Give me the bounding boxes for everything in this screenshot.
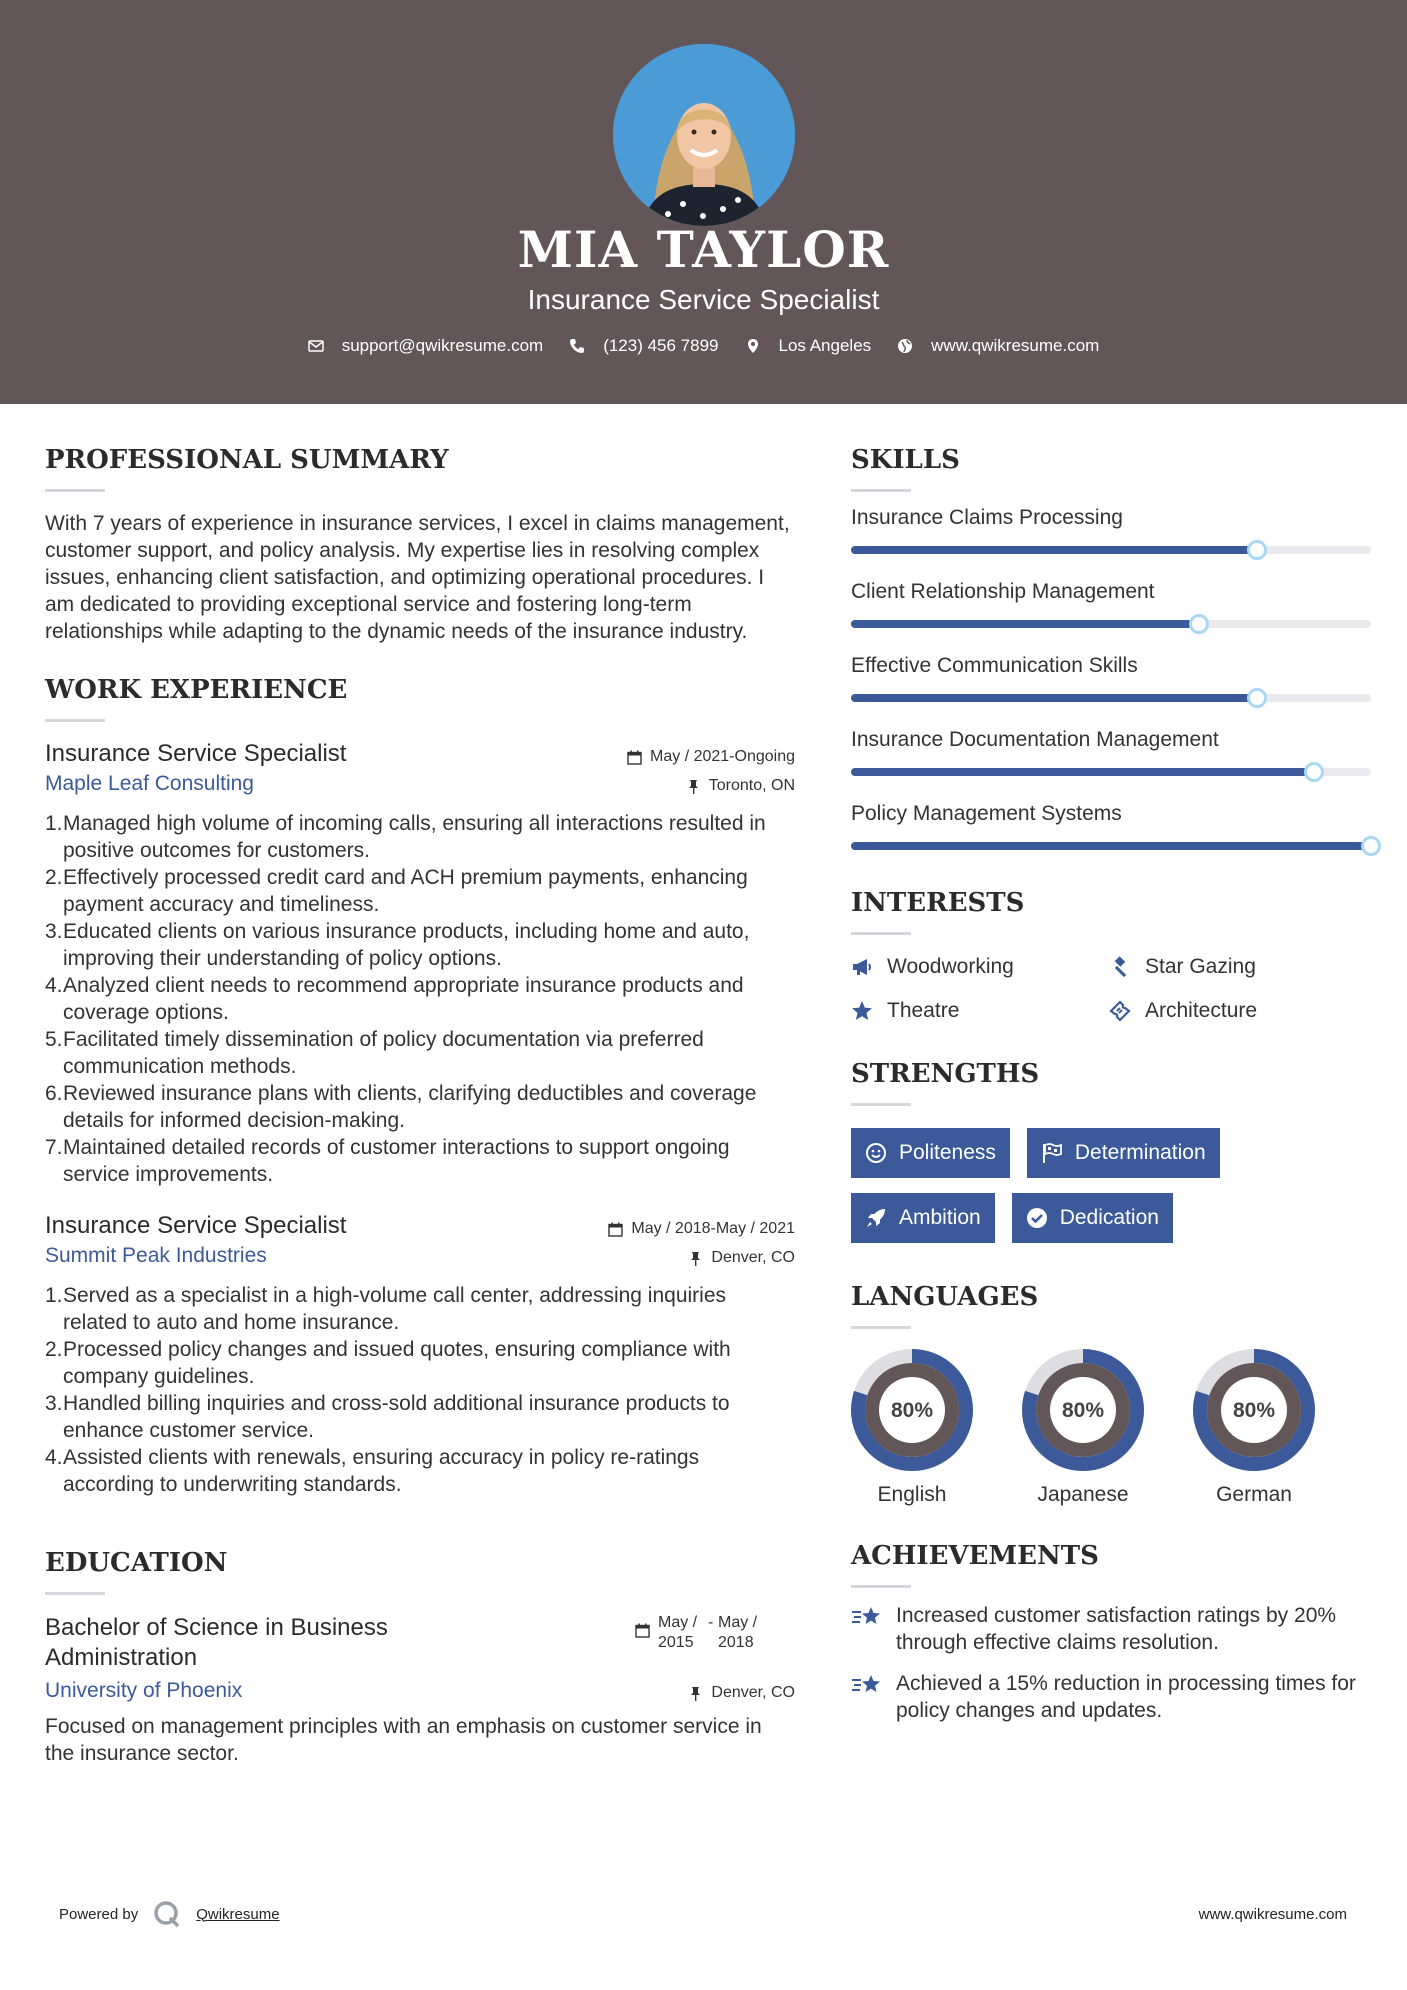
job-title: Insurance Service Specialist <box>45 740 347 767</box>
languages-list <box>851 1349 1371 1507</box>
strength-label: Politeness <box>899 1141 996 1164</box>
globe-icon <box>897 338 913 354</box>
candidate-title: Insurance Service Specialist <box>527 284 880 315</box>
strength-chip <box>1012 1193 1173 1243</box>
bullet-text: Managed high volume of incoming calls, ensuring all interactions resulted in positive outcomes for customers. <box>63 812 766 862</box>
language-item <box>1193 1349 1315 1507</box>
achievements-list <box>851 1602 1371 1724</box>
education-location-text: Denver, CO <box>711 1684 795 1701</box>
profile-photo <box>613 44 795 226</box>
skill-track <box>851 694 1371 702</box>
contact-location-text: Los Angeles <box>778 336 872 355</box>
skill-track <box>851 768 1371 776</box>
achievement-text: Achieved a 15% reduction in processing times for policy changes and updates. <box>896 1672 1356 1722</box>
shooting-star-icon <box>851 1604 883 1632</box>
shooting-star-icon <box>851 1672 883 1700</box>
skill-name: Insurance Claims Processing <box>851 506 1123 529</box>
footer-powered-by <box>59 1900 280 1928</box>
job-location <box>686 776 795 796</box>
bullet-text: Facilitated timely dissemination of policy documentation via preferred communication methods. <box>63 1028 704 1078</box>
contact-phone[interactable] <box>569 336 718 356</box>
list-item: 3. Educated clients on various insurance products, including home and auto, improving their understanding of policy options. <box>45 918 795 972</box>
language-name: English <box>877 1483 947 1506</box>
contact-phone-text: (123) 456 7899 <box>603 336 719 355</box>
job-title: Insurance Service Specialist <box>45 1212 347 1239</box>
bullet-text: Assisted clients with renewals, ensuring accuracy in policy re-ratings according to underwriting standards. <box>63 1446 700 1496</box>
gauge-label: 80% <box>890 1399 934 1422</box>
heading-underline <box>851 1326 911 1329</box>
job-location-text: Toronto, ON <box>708 777 795 794</box>
list-item: 7. Maintained detailed records of customer interactions to support ongoing service improvements. <box>45 1134 795 1188</box>
skill-name: Insurance Documentation Management <box>851 728 1219 751</box>
strength-label: Determination <box>1074 1141 1206 1164</box>
strengths-list <box>851 1128 1371 1258</box>
skill-track <box>851 842 1371 850</box>
interest-label: Theatre <box>887 999 960 1022</box>
pin-icon <box>686 779 701 794</box>
bullet-text: Served as a specialist in a high-volume call center, addressing inquiries related to auto and home insurance. <box>63 1284 727 1334</box>
achievement-item <box>851 1602 1371 1656</box>
heading-underline <box>851 1103 911 1106</box>
strength-chip <box>851 1128 1010 1178</box>
education-start: May / 2015 <box>658 1614 698 1651</box>
summary-heading: PROFESSIONAL SUMMARY <box>45 445 449 475</box>
skill-item <box>851 580 1371 628</box>
strength-label: Dedication <box>1059 1206 1159 1229</box>
skill-fill <box>851 620 1199 628</box>
gavel-icon <box>1109 956 1131 978</box>
bullet-text: Reviewed insurance plans with clients, clarifying deductibles and coverage details for informed decision-making. <box>63 1082 757 1132</box>
bullet-text: Handled billing inquiries and cross-sold additional insurance products to enhance customer service. <box>63 1392 730 1442</box>
gauge-label: 80% <box>1061 1399 1105 1422</box>
resume-header <box>0 0 1407 404</box>
experience-heading: WORK EXPERIENCE <box>45 675 348 705</box>
job-dates-text: May / 2018-May / 2021 <box>631 1220 795 1237</box>
bullet-text: Effectively processed credit card and ACH premium payments, enhancing payment accuracy and timeliness. <box>63 866 748 916</box>
interest-item <box>851 999 1109 1023</box>
calendar-icon <box>608 1222 623 1237</box>
job-entry <box>45 1212 795 1498</box>
company-name: Maple Leaf Consulting <box>45 772 254 795</box>
powered-by-text: Powered by <box>59 1905 139 1923</box>
heading-underline <box>851 489 911 492</box>
language-gauge <box>1022 1349 1144 1471</box>
achievement-text: Increased customer satisfaction ratings by 20% through effective claims resolution. <box>896 1604 1337 1654</box>
bullet-text: Maintained detailed records of customer interactions to support ongoing service improvements. <box>63 1136 730 1186</box>
bullet-text: Educated clients on various insurance products, including home and auto, improving their understanding of policy options. <box>63 920 750 970</box>
heading-underline <box>851 1585 911 1588</box>
list-item: 4. Analyzed client needs to recommend appropriate insurance products and coverage options. <box>45 972 795 1026</box>
interest-label: Woodworking <box>887 955 1014 978</box>
list-item: 2. Processed policy changes and issued quotes, ensuring compliance with company guidelines. <box>45 1336 795 1390</box>
education-description: Focused on management principles with an emphasis on customer service in the insurance sector. <box>45 1715 762 1765</box>
language-gauge <box>851 1349 973 1471</box>
skill-knob <box>1304 762 1324 782</box>
ticket-icon <box>1109 1000 1131 1022</box>
list-item: 5. Facilitated timely dissemination of policy documentation via preferred communication methods. <box>45 1026 795 1080</box>
skill-knob <box>1189 614 1209 634</box>
brand-link[interactable]: Qwikresume <box>196 1905 280 1923</box>
skill-fill <box>851 768 1314 776</box>
calendar-icon <box>635 1623 650 1638</box>
interest-label: Star Gazing <box>1145 955 1256 978</box>
strength-label: Ambition <box>899 1206 981 1229</box>
skill-knob <box>1247 540 1267 560</box>
interests-list <box>851 955 1371 1023</box>
interest-label: Architecture <box>1145 999 1258 1022</box>
contact-website-text: www.qwikresume.com <box>931 336 1100 355</box>
footer-website[interactable]: www.qwikresume.com <box>1198 1906 1347 1923</box>
skills-heading: SKILLS <box>851 445 960 475</box>
job-bullets <box>45 810 795 1188</box>
rocket-icon <box>865 1207 887 1229</box>
flag-icon <box>1041 1142 1063 1164</box>
education-dates <box>635 1613 795 1673</box>
job-location <box>688 1248 795 1268</box>
degree-title: Bachelor of Science in Business Administration <box>45 1614 388 1671</box>
job-dates-text: May / 2021-Ongoing <box>650 748 795 765</box>
skill-name: Policy Management Systems <box>851 802 1122 825</box>
skill-item <box>851 506 1371 554</box>
list-item: 4. Assisted clients with renewals, ensuring accuracy in policy re-ratings according to underwriting standards. <box>45 1444 795 1498</box>
skill-item <box>851 802 1371 850</box>
education-end: May / 2018 <box>718 1614 758 1651</box>
calendar-icon <box>627 750 642 765</box>
left-column <box>45 445 795 1767</box>
interest-item <box>851 955 1109 979</box>
summary-text: With 7 years of experience in insurance services, I excel in claims management, customer support, and policy analysis. My expertise lies in resolving complex issues, enhancing client satisfaction, and optimizing operational procedures. I am dedicated to providing exceptional service and fostering long-term relationships while adapting to the dynamic needs of the insurance industry. <box>45 512 790 643</box>
contact-bar <box>0 336 1407 356</box>
star-icon <box>851 1000 873 1022</box>
bullet-text: Analyzed client needs to recommend appropriate insurance products and coverage options. <box>63 974 744 1024</box>
education-heading: EDUCATION <box>45 1548 228 1578</box>
contact-email-text: support@qwikresume.com <box>341 336 544 355</box>
map-pin-icon <box>745 338 761 354</box>
language-gauge <box>1193 1349 1315 1471</box>
gauge-label: 80% <box>1232 1399 1276 1422</box>
contact-email[interactable] <box>308 336 544 356</box>
skill-track <box>851 546 1371 554</box>
skill-fill <box>851 546 1257 554</box>
list-item: 6. Reviewed insurance plans with clients, clarifying deductibles and coverage details for informed decision-making. <box>45 1080 795 1134</box>
strength-chip <box>1027 1128 1220 1178</box>
skill-track <box>851 620 1371 628</box>
language-item <box>1022 1349 1144 1507</box>
school-name: University of Phoenix <box>45 1679 243 1702</box>
contact-website[interactable] <box>897 336 1099 356</box>
heading-underline <box>851 932 911 935</box>
skill-name: Client Relationship Management <box>851 580 1155 603</box>
phone-icon <box>569 338 585 354</box>
skills-list <box>851 506 1371 850</box>
check-circle-icon <box>1026 1207 1048 1229</box>
company-name: Summit Peak Industries <box>45 1244 267 1267</box>
heading-underline <box>45 719 105 722</box>
interest-item <box>1109 999 1349 1023</box>
smile-icon <box>865 1142 887 1164</box>
skill-item <box>851 728 1371 776</box>
skill-name: Effective Communication Skills <box>851 654 1138 677</box>
envelope-icon <box>308 338 324 354</box>
achievement-item <box>851 1670 1371 1724</box>
skill-item <box>851 654 1371 702</box>
language-name: German <box>1216 1483 1292 1506</box>
candidate-name: MIA TAYLOR <box>517 220 890 279</box>
education-entry <box>45 1613 795 1767</box>
job-dates <box>627 746 795 768</box>
job-entry <box>45 740 795 1188</box>
pin-icon <box>688 1686 703 1701</box>
heading-underline <box>45 489 105 492</box>
pin-icon <box>688 1251 703 1266</box>
language-name: Japanese <box>1037 1483 1129 1506</box>
heading-underline <box>45 1592 105 1595</box>
skill-fill <box>851 842 1371 850</box>
bullet-text: Processed policy changes and issued quotes, ensuring compliance with company guidelines. <box>63 1338 731 1388</box>
list-item: 1. Served as a specialist in a high-volume call center, addressing inquiries related to auto and home insurance. <box>45 1282 795 1336</box>
job-bullets <box>45 1282 795 1498</box>
list-item: 1. Managed high volume of incoming calls, ensuring all interactions resulted in positive outcomes for customers. <box>45 810 795 864</box>
achievements-heading: ACHIEVEMENTS <box>851 1541 1099 1571</box>
education-location <box>688 1683 795 1703</box>
date-separator: - <box>708 1614 714 1631</box>
contact-location <box>745 336 872 356</box>
interest-item <box>1109 955 1349 979</box>
list-item: 2. Effectively processed credit card and ACH premium payments, enhancing payment accuracy and timeliness. <box>45 864 795 918</box>
job-location-text: Denver, CO <box>711 1249 795 1266</box>
languages-heading: LANGUAGES <box>851 1282 1039 1312</box>
interests-heading: INTERESTS <box>851 888 1025 918</box>
strength-chip <box>851 1193 995 1243</box>
qwikresume-logo-icon <box>153 1900 181 1928</box>
language-item <box>851 1349 973 1507</box>
strengths-heading: STRENGTHS <box>851 1059 1040 1089</box>
job-dates <box>608 1218 795 1240</box>
list-item: 3. Handled billing inquiries and cross-sold additional insurance products to enhance customer service. <box>45 1390 795 1444</box>
skill-fill <box>851 694 1257 702</box>
right-column <box>851 445 1371 1724</box>
skill-knob <box>1361 836 1381 856</box>
skill-knob <box>1247 688 1267 708</box>
megaphone-icon <box>851 956 873 978</box>
